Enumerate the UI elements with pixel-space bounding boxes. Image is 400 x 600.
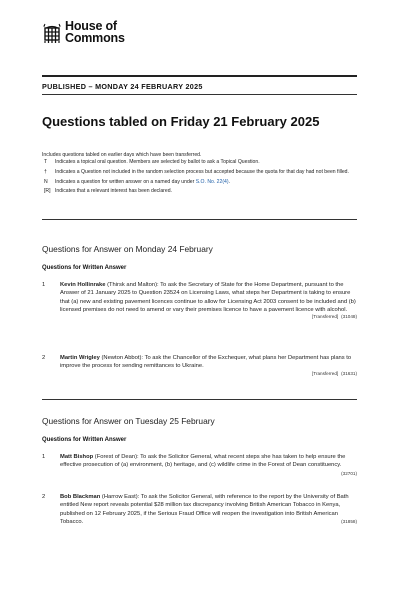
legend-text-suffix: . bbox=[228, 178, 230, 185]
legend-row-topical bbox=[42, 159, 357, 166]
question-item bbox=[42, 354, 357, 378]
member-name: Matt Bishop bbox=[60, 454, 94, 460]
legend-row-interest bbox=[42, 188, 357, 195]
question-number: 2 bbox=[42, 355, 46, 361]
question-reference: (31631) bbox=[341, 370, 357, 376]
logo-line-1: House of bbox=[65, 19, 117, 33]
written-answer-subheading: Questions for Written Answer bbox=[42, 265, 127, 271]
symbol-legend bbox=[42, 159, 357, 198]
legend-text: Indicates a Question not included in the random selection process but accepted because the quota for that day had not been filled. bbox=[55, 168, 349, 175]
member-name: Martin Wrigley bbox=[60, 355, 100, 361]
question-text: To ask the Solicitor General, what recent steps she has taken to help ensure the effective prosecution of (a) environment, (b) heritage, and (c) wildlife crime in the Forest of Dean constituency. bbox=[60, 454, 346, 469]
portcullis-icon bbox=[42, 22, 62, 44]
question-reference: (31858) bbox=[341, 518, 357, 524]
page-title: Questions tabled on Friday 21 February 2025 bbox=[42, 114, 320, 129]
question-text: To ask the Solicitor General, with reference to the report by the University of Bath entitled New report reveals potential $28 million tax discrepancy involving British American Tobacco in Kenya, published on 12 February 2025, if the Serious Fraud Office will reopen the investigation into British American Tobacco. bbox=[60, 494, 349, 525]
logo-wordmark bbox=[65, 20, 125, 44]
logo-line-2: Commons bbox=[65, 31, 125, 45]
legend-text bbox=[55, 179, 357, 186]
legend-rule bbox=[42, 219, 357, 220]
question-item bbox=[42, 453, 357, 478]
section-heading-monday: Questions for Answer on Monday 24 February bbox=[42, 244, 213, 254]
legend-text: Indicates a topical oral question. Members are selected by ballot to ask a Topical Question. bbox=[55, 159, 260, 165]
question-body bbox=[60, 453, 357, 478]
question-body bbox=[60, 493, 357, 526]
transferred-tag: [Transferred] bbox=[312, 314, 339, 320]
section-heading-tuesday: Questions for Answer on Tuesday 25 February bbox=[42, 416, 215, 426]
legend-symbol: † bbox=[44, 168, 47, 175]
legend-symbol: [R] bbox=[44, 188, 51, 195]
legend-symbol: N bbox=[44, 178, 48, 185]
question-reference: (31048) bbox=[341, 314, 357, 320]
member-name: Kevin Hollinrake bbox=[60, 282, 106, 288]
question-reference-line bbox=[60, 370, 357, 378]
question-item bbox=[42, 281, 357, 321]
question-number: 1 bbox=[42, 454, 46, 460]
standing-order-link[interactable]: S.O. No. 22(4) bbox=[195, 178, 229, 185]
house-of-commons-logo bbox=[42, 20, 125, 44]
member-constituency: (Newton Abbot): bbox=[101, 355, 144, 361]
header-rule-top bbox=[42, 75, 357, 77]
legend-row-dagger bbox=[42, 169, 357, 176]
legend-symbol: T bbox=[44, 159, 48, 165]
member-constituency: (Thirsk and Malton): bbox=[107, 282, 159, 288]
question-reference: (32701) bbox=[341, 470, 357, 476]
transferred-tag: [Transferred] bbox=[312, 370, 339, 376]
legend-row-named-day bbox=[42, 179, 357, 186]
legend-text: Indicates that a relevant interest has been declared. bbox=[55, 188, 172, 195]
published-date: PUBLISHED – MONDAY 24 FEBRUARY 2025 bbox=[42, 82, 203, 91]
legend-text-main: Indicates a question for written answer on a named day under bbox=[55, 178, 195, 185]
header-rule-bottom bbox=[42, 94, 357, 95]
member-constituency: (Harrow East): bbox=[101, 494, 140, 500]
section-rule bbox=[42, 399, 357, 400]
question-reference-line bbox=[60, 313, 357, 321]
question-text: To ask the Chancellor of the Exchequer, what plans her Department has plans to improve the process for sending remittances to Ukraine. bbox=[60, 355, 352, 370]
member-constituency: (Forest of Dean): bbox=[94, 454, 139, 460]
question-number: 2 bbox=[42, 494, 46, 500]
question-item bbox=[42, 493, 357, 526]
question-body bbox=[60, 354, 357, 378]
written-answer-subheading: Questions for Written Answer bbox=[42, 437, 127, 443]
intro-text: Includes questions tabled on earlier days which have been transferred. bbox=[42, 152, 202, 158]
question-text: To ask the Secretary of State for the Home Department, pursuant to the Answer of 21 January 2025 to Question 23524 on Licensing Laws, what steps her Department is taking to ensure that (a) new and existing pavement licences continue to allow for Licensing Act 2003 consent to be included and (b) licensed premises do not need to amend or vary their premises licence to have a pavement licence with alcohol. bbox=[60, 282, 356, 313]
member-name: Bob Blackman bbox=[60, 494, 101, 500]
question-number: 1 bbox=[42, 282, 46, 288]
question-body bbox=[60, 281, 357, 321]
